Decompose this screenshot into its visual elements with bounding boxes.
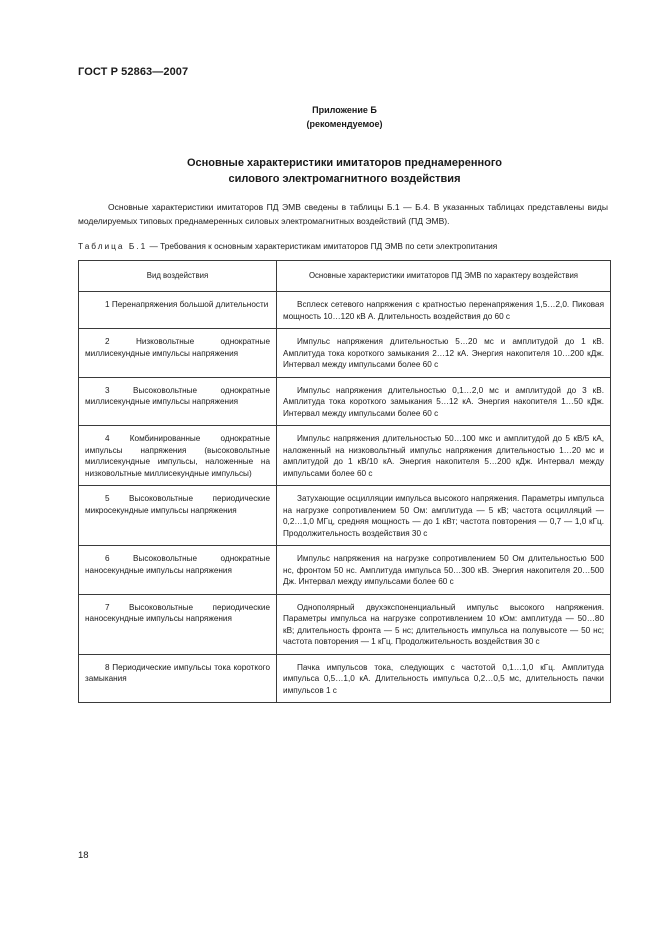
- section-title-line-1: Основные характеристики имитаторов преднамеренного: [186, 157, 503, 169]
- impact-type-cell: 5 Высоковольтные периодические микросекундные импульсы напряжения: [79, 486, 277, 546]
- annex-title: Приложение Б: [312, 105, 377, 115]
- impact-type-cell: 3 Высоковольтные однократные миллисекундные импульсы напряжения: [79, 377, 277, 426]
- table-row: [79, 486, 611, 546]
- table-row: [79, 654, 611, 703]
- characteristics-cell: Импульс напряжения длительностью 0,1…2,0 мс и амплитудой до 3 кВ. Амплитуда тока короткого замыкания 5…12 кА. Энергия накопителя 1…50 кДж. Интервал между импульсами более 60 с: [277, 377, 611, 426]
- characteristics-cell: Затухающие осцилляции импульса высокого напряжения. Параметры импульса на нагрузке сопротивлением 50 Ом: амплитуда — 5 кВ; частота осцилляций — 0,2…1,0 МГц, средняя мощность — до 1 кВт; частота повторения — 0,7 — 1,0 кГц. Продолжительность воздействия 30 с: [277, 486, 611, 546]
- impact-type-cell: 1 Перенапряжения большой длительности: [79, 292, 277, 329]
- impact-type-cell: 2 Низковольтные однократные миллисекундные импульсы напряжения: [79, 329, 277, 378]
- section-title-line-2: силового электромагнитного воздействия: [228, 173, 461, 185]
- impact-type-cell: 8 Периодические импульсы тока короткого замыкания: [79, 654, 277, 703]
- table-header-row: [79, 261, 611, 292]
- characteristics-cell: Всплеск сетевого напряжения с кратностью перенапряжения 1,5…2,0. Пиковая мощность 10…120 кВ А. Длительность воздействия до 60 с: [277, 292, 611, 329]
- table-row: [79, 546, 611, 595]
- table-row: [79, 426, 611, 486]
- table-row: [79, 292, 611, 329]
- characteristics-cell: Импульс напряжения на нагрузке сопротивлением 50 Ом длительностью 500 нс, фронтом 50 нс. Амплитуда импульса 50…300 кВ. Энергия накопителя 20…500 Дж. Интервал между импульсами более 60 с: [277, 546, 611, 595]
- table-row: [79, 329, 611, 378]
- document-standard-number: ГОСТ Р 52863—2007: [78, 66, 189, 78]
- characteristics-cell: Импульс напряжения длительностью 5…20 мс и амплитудой до 1 кВ. Амплитуда тока короткого замыкания 2…12 кА. Энергия накопителя 10…200 кДж. Интервал между импульсами более 60 с: [277, 329, 611, 378]
- impact-type-cell: 7 Высоковольтные периодические наносекундные импульсы напряжения: [79, 594, 277, 654]
- characteristics-cell: Пачка импульсов тока, следующих с частотой 0,1…1,0 кГц. Амплитуда импульса 0,5…1,0 кА. Длительность импульса 0,2…0,5 мс, длительность пачки импульсов 1 с: [277, 654, 611, 703]
- annex-status: (рекомендуемое): [306, 119, 383, 129]
- table-caption: [78, 240, 618, 252]
- characteristics-cell: Импульс напряжения длительностью 50…100 мкс и амплитудой до 5 кВ/5 кА, наложенный на низковольтный импульс напряжения длительностью 1…20 мс и амплитудой до 1 кВ/10 кА. Энергия накопителя 5…200 кДж. Интервал между импульсами более 60 с: [277, 426, 611, 486]
- page-number: 18: [78, 850, 89, 861]
- table-caption-label: Таблица Б.1: [78, 241, 148, 251]
- table-row: [79, 377, 611, 426]
- impact-type-cell: 6 Высоковольтные однократные наносекундные импульсы напряжения: [79, 546, 277, 595]
- header-impact-type: Вид воздействия: [79, 261, 277, 292]
- table-caption-text: — Требования к основным характеристикам имитаторов ПД ЭМВ по сети электропитания: [147, 241, 498, 251]
- impact-type-cell: 4 Комбинированные однократные импульсы напряжения (высоковольтные миллисекундные импульсы, наложенные на низковольтные миллисекундные импульсы): [79, 426, 277, 486]
- characteristics-table: [78, 260, 611, 703]
- table-row: [79, 594, 611, 654]
- characteristics-cell: Однополярный двухэкспоненциальный импульс высокого напряжения. Параметры импульса на нагрузке сопротивлением 10 кОм: амплитуда — 50…80 кВ; длительность фронта — 5 нс; длительность импульса на полувысоте — 50 нс; частота повторения — 1 кГц. Продолжительность воздействия 30 с: [277, 594, 611, 654]
- intro-paragraph: Основные характеристики имитаторов ПД ЭМВ сведены в таблицы Б.1 — Б.4. В указанных таблицах представлены виды моделируемых типовых преднамеренных силовых электромагнитных воздействий (ПД ЭМВ).: [78, 202, 608, 226]
- header-characteristics: Основные характеристики имитаторов ПД ЭМВ по характеру воздействия: [277, 261, 611, 292]
